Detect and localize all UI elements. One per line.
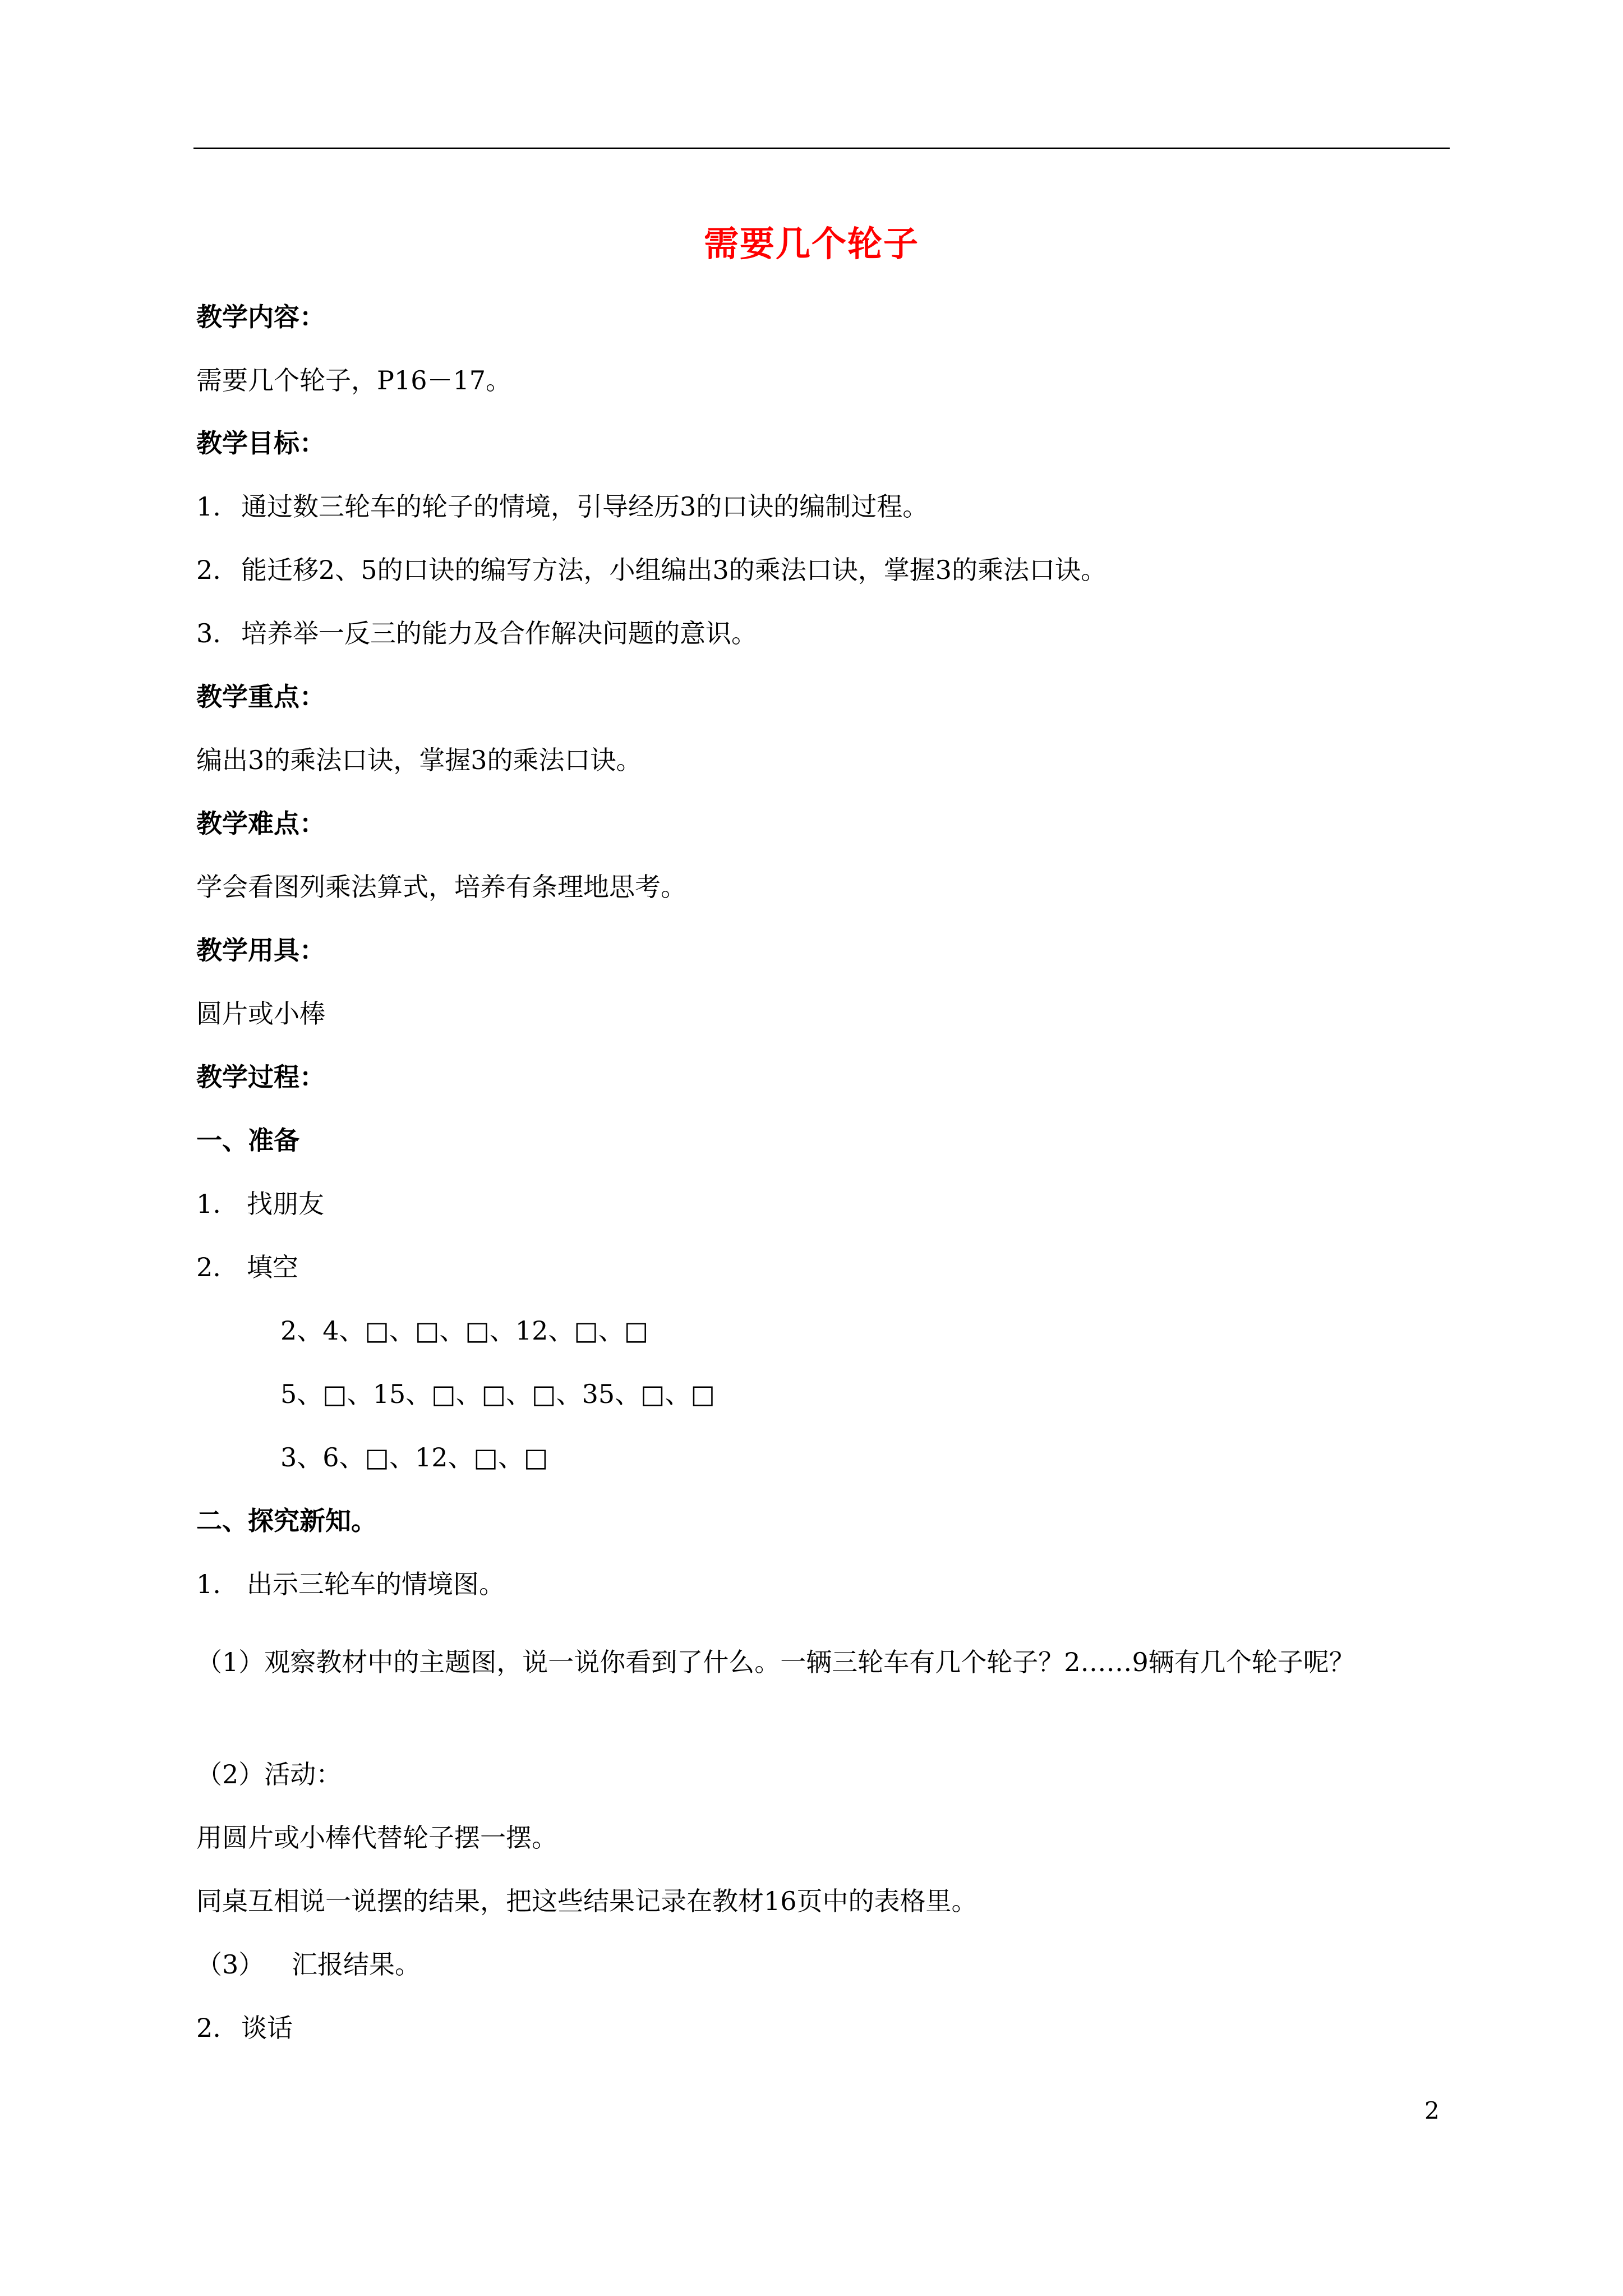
content-text: 需要几个轮子，P16－17。 <box>196 365 512 395</box>
part2-sub-3-label: （3） <box>196 1949 265 1980</box>
part1-item-2-number: 2. <box>196 1252 221 1282</box>
part2-sub-1: （1）观察教材中的主题图，说一说你看到了什么。一辆三轮车有几个轮子？2……9辆有几个轮子呢？ <box>196 1647 1355 1677</box>
part2-heading: 二、探究新知。 <box>196 1506 377 1536</box>
fill-blank-sequence-3: 3、6、□、12、□、□ <box>280 1442 548 1473</box>
goal-item-3 <box>196 616 757 650</box>
tools-text: 圆片或小棒 <box>196 999 325 1029</box>
fill-blank-sequence-1: 2、4、□、□、□、12、□、□ <box>280 1315 649 1346</box>
goal-2-text: 能迁移2、5的口诀的编写方法，小组编出3的乘法口诀，掌握3的乘法口诀。 <box>241 555 1107 585</box>
part2-item-1 <box>196 1567 505 1601</box>
difficulty-text: 学会看图列乘法算式，培养有条理地思考。 <box>196 872 686 902</box>
part2-item-1-number: 1. <box>196 1569 221 1599</box>
goal-item-1 <box>196 490 928 523</box>
key-points-text: 编出3的乘法口诀，掌握3的乘法口诀。 <box>196 745 642 775</box>
part1-item-1-text: 找朋友 <box>247 1189 324 1219</box>
process-heading: 教学过程： <box>196 1062 325 1092</box>
part1-item-1 <box>196 1187 324 1221</box>
goal-1-number: 1. <box>196 491 221 522</box>
tools-heading: 教学用具： <box>196 935 325 965</box>
header-rule <box>193 148 1450 149</box>
content-heading: 教学内容： <box>196 302 325 332</box>
fill-blank-sequence-2: 5、□、15、□、□、□、35、□、□ <box>280 1379 716 1409</box>
goal-1-text: 通过数三轮车的轮子的情境，引导经历3的口诀的编制过程。 <box>241 491 929 522</box>
document-title: 需要几个轮子 <box>703 223 919 264</box>
part2-sub-3-text: 汇报结果。 <box>292 1949 421 1980</box>
part2-item-2-number: 2. <box>196 2013 221 2043</box>
part1-item-2 <box>196 1250 298 1284</box>
part2-item-2 <box>196 2011 293 2045</box>
difficulty-heading: 教学难点： <box>196 808 325 839</box>
part2-sub-2: （2）活动： <box>196 1759 342 1789</box>
part1-item-2-text: 填空 <box>247 1252 298 1282</box>
part2-item-1-text: 出示三轮车的情境图。 <box>247 1569 505 1599</box>
part1-heading: 一、准备 <box>196 1125 299 1156</box>
part2-sub-2-line-1: 用圆片或小棒代替轮子摆一摆。 <box>196 1823 557 1853</box>
goals-heading: 教学目标： <box>196 428 325 458</box>
page-number: 2 <box>1424 2097 1440 2124</box>
part2-sub-3 <box>196 1948 421 1981</box>
part2-item-2-text: 谈话 <box>241 2013 293 2043</box>
goal-3-text: 培养举一反三的能力及合作解决问题的意识。 <box>241 618 757 648</box>
goal-2-number: 2. <box>196 555 221 585</box>
part2-sub-2-line-2: 同桌互相说一说摆的结果，把这些结果记录在教材16页中的表格里。 <box>196 1886 978 1916</box>
goal-3-number: 3. <box>196 618 221 648</box>
goal-item-2 <box>196 553 1106 587</box>
part1-item-1-number: 1. <box>196 1189 221 1219</box>
key-points-heading: 教学重点： <box>196 682 325 712</box>
